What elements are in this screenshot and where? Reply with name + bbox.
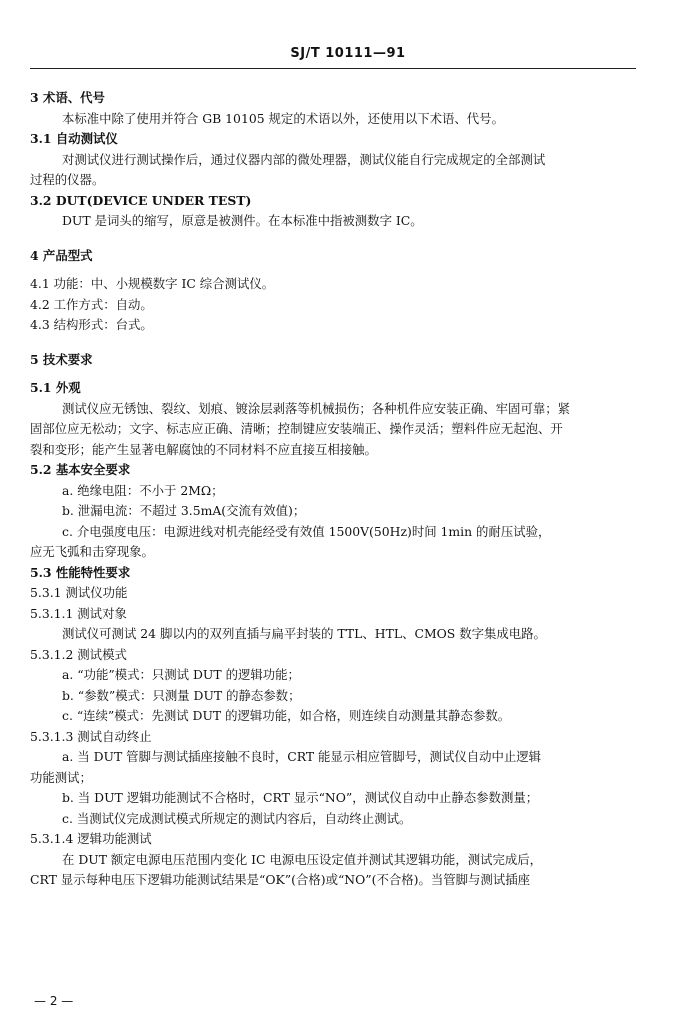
section-5-3-1-4-heading: 5.3.1.4 逻辑功能测试	[30, 831, 152, 846]
section-5-3-1-2-heading: 5.3.1.2 测试模式	[30, 646, 127, 662]
paragraph: 在 DUT 额定电源电压范围内变化 IC 电源电压设定值并测试其逻辑功能，测试完成后，	[62, 851, 543, 867]
paragraph: 对测试仪进行测试操作后，通过仪器内部的微处理器，测试仪能自行完成规定的全部测试	[62, 151, 546, 167]
list-item-c: c. 当测试仪完成测试模式所规定的测试内容后，自动终止测试。	[62, 810, 412, 826]
paragraph-continuation: 过程的仪器。	[30, 172, 105, 187]
clause-4-2: 4.2 工作方式：自动。	[30, 296, 153, 312]
header-rule	[30, 68, 636, 69]
paragraph: DUT 是词头的缩写，原意是被测件。在本标准中指被测数字 IC。	[62, 213, 423, 228]
document-header-code: SJ/T 10111—91	[290, 46, 406, 61]
paragraph: 测试仪应无锈蚀、裂纹、划痕、镀涂层剥落等机械损伤；各种机件应安装正确、牢固可靠；紧	[62, 400, 571, 416]
list-item-b: b. “参数”模式：只测量 DUT 的静态参数；	[62, 687, 301, 703]
section-5-1-heading: 5.1 外观	[30, 380, 81, 395]
paragraph: 测试仪可测试 24 脚以内的双列直插与扁平封装的 TTL、HTL、CMOS 数字集成电路。	[62, 626, 546, 641]
clause-4-1: 4.1 功能：中、小规模数字 IC 综合测试仪。	[30, 276, 275, 291]
list-item-a: a. 绝缘电阻：不小于 2MΩ；	[62, 482, 224, 498]
section-5-3-1-heading: 5.3.1 测试仪功能	[30, 585, 128, 600]
section-3-1-heading: 3.1 自动测试仪	[30, 131, 118, 146]
list-item-a: a. 当 DUT 管脚与测试插座接触不良时，CRT 能显示相应管脚号，测试仪自动中止逻辑	[62, 749, 542, 764]
section-5-2-heading: 5.2 基本安全要求	[30, 462, 131, 477]
paragraph: 本标准中除了使用并符合 GB 10105 规定的术语以外，还使用以下术语、代号。	[62, 110, 504, 126]
list-item-continuation: 功能测试；	[30, 769, 92, 785]
section-5-3-1-1-heading: 5.3.1.1 测试对象	[30, 605, 127, 621]
page-number: — 2 —	[34, 994, 74, 1008]
paragraph-continuation: 固部位应无松动；文字、标志应正确、清晰；控制键应安装端正、操作灵活；塑料件应无起泡、开	[30, 421, 563, 436]
section-3-heading: 3 术语、代号	[30, 90, 105, 105]
section-5-3-1-3-heading: 5.3.1.3 测试自动终止	[30, 728, 152, 744]
list-item-c: c. 介电强度电压：电源进线对机壳能经受有效值 1500V(50Hz)时间 1min 的耐压试验，	[62, 523, 551, 539]
section-5-3-heading: 5.3 性能特性要求	[30, 564, 131, 580]
list-item-b: b. 泄漏电流：不超过 3.5mA(交流有效值)；	[62, 503, 306, 518]
list-item-continuation: 应无飞弧和击穿现象。	[30, 544, 154, 559]
list-item-b: b. 当 DUT 逻辑功能测试不合格时，CRT 显示“NO”，测试仪自动中止静态参数测量；	[62, 790, 539, 805]
document-body	[30, 82, 636, 891]
section-5-heading: 5 技术要求	[30, 351, 93, 367]
paragraph-continuation: CRT 显示每种电压下逻辑功能测试结果是“OK”(合格)或“NO”(不合格)。当管脚与测试插座	[30, 872, 530, 887]
paragraph-continuation: 裂和变形；能产生显著电解腐蚀的不同材料不应直接互相接触。	[30, 441, 377, 457]
clause-4-3: 4.3 结构形式：台式。	[30, 317, 153, 332]
list-item-a: a. “功能”模式：只测试 DUT 的逻辑功能；	[62, 667, 300, 682]
section-4-heading: 4 产品型式	[30, 247, 93, 263]
section-3-2-heading: 3.2 DUT(DEVICE UNDER TEST)	[30, 192, 252, 208]
list-item-c: c. “连续”模式：先测试 DUT 的逻辑功能，如合格，则连续自动测量其静态参数。	[62, 708, 511, 723]
